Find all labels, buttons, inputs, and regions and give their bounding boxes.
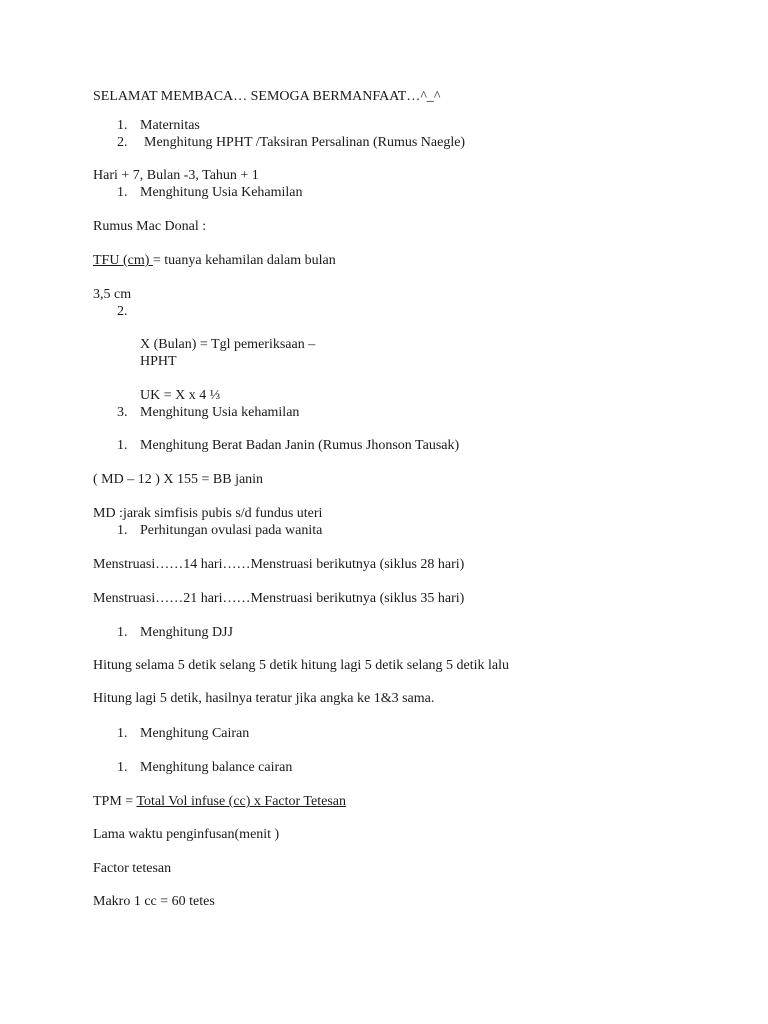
list-number: 1.	[117, 760, 128, 775]
list-number: 1.	[117, 438, 128, 453]
list-number: 2.	[117, 135, 128, 150]
list-item-ovulasi: Perhitungan ovulasi pada wanita	[140, 523, 323, 538]
list-number: 1.	[117, 185, 128, 200]
list-item-djj: Menghitung DJJ	[140, 625, 233, 640]
tpm-numerator: Total Vol infuse (cc) x Factor Tetesan	[136, 794, 346, 809]
md-definition: MD :jarak simfisis pubis s/d fundus uteri	[93, 506, 323, 521]
list-item-usia-kehamilan: Menghitung Usia Kehamilan	[140, 185, 303, 200]
naegle-formula: Hari + 7, Bulan -3, Tahun + 1	[93, 168, 259, 183]
tfu-equals: = tuanya kehamilan dalam bulan	[152, 253, 336, 268]
list-item-cairan: Menghitung Cairan	[140, 726, 250, 741]
bb-janin-formula: ( MD – 12 ) X 155 = BB janin	[93, 472, 264, 487]
list-item-maternitas: Maternitas	[140, 118, 200, 133]
list-number: 1.	[117, 726, 128, 741]
list-item-berat-janin: Menghitung Berat Badan Janin (Rumus Jhonson Tausak)	[140, 438, 460, 453]
list-item-hpht: Menghitung HPHT /Taksiran Persalinan (Rumus Naegle)	[144, 135, 466, 150]
djj-instruction-1: Hitung selama 5 detik selang 5 detik hitung lagi 5 detik selang 5 detik lalu	[93, 658, 510, 673]
x-bulan-hpht: HPHT	[140, 354, 177, 369]
uk-formula: UK = X x 4 ⅓	[140, 388, 221, 403]
makro-tetes: Makro 1 cc = 60 tetes	[93, 894, 215, 909]
list-number: 1.	[117, 118, 128, 133]
tfu-formula	[93, 252, 336, 269]
tfu-numerator: TFU (cm)	[93, 253, 153, 268]
document-heading: SELAMAT MEMBACA… SEMOGA BERMANFAAT…^_^	[93, 89, 441, 104]
list-number: 1.	[117, 625, 128, 640]
mac-donal-title: Rumus Mac Donal :	[93, 219, 207, 234]
djj-instruction-2: Hitung lagi 5 detik, hasilnya teratur jika angka ke 1&3 sama.	[93, 691, 435, 706]
menstruasi-28: Menstruasi……14 hari……Menstruasi berikutnya (siklus 28 hari)	[93, 557, 465, 572]
list-item-balance-cairan: Menghitung balance cairan	[140, 760, 293, 775]
x-bulan-formula: X (Bulan) = Tgl pemeriksaan –	[140, 337, 316, 352]
tpm-denominator: Lama waktu penginfusan(menit )	[93, 827, 280, 842]
menstruasi-35: Menstruasi……21 hari……Menstruasi berikutnya (siklus 35 hari)	[93, 591, 465, 606]
tfu-divisor: 3,5 cm	[93, 287, 132, 302]
list-item-usia-kehamilan-3: Menghitung Usia kehamilan	[140, 405, 300, 420]
list-number: 3.	[117, 405, 128, 420]
factor-tetesan-title: Factor tetesan	[93, 861, 172, 876]
list-number: 1.	[117, 523, 128, 538]
tpm-prefix: TPM =	[93, 794, 137, 809]
tpm-formula	[93, 793, 346, 810]
list-number: 2.	[117, 304, 128, 319]
